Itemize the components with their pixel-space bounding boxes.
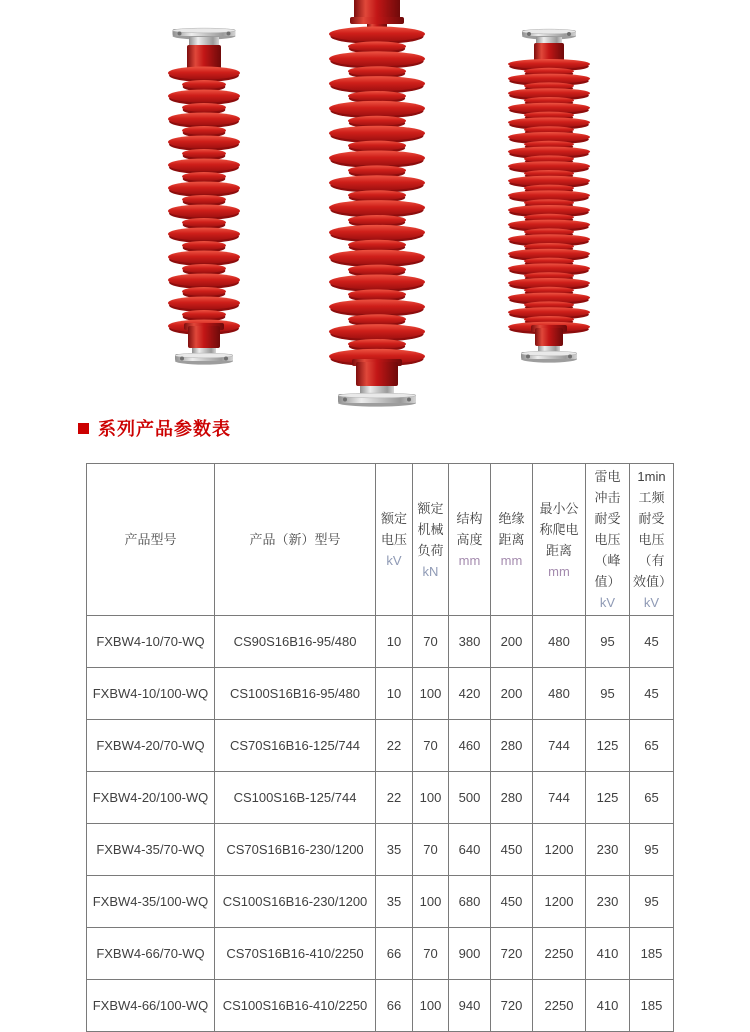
table-cell: CS90S16B16-95/480: [215, 616, 376, 668]
table-cell: 450: [491, 876, 533, 928]
table-cell: 185: [630, 928, 674, 980]
column-unit: kN: [422, 563, 439, 579]
table-cell: 230: [586, 824, 630, 876]
table-row: [87, 668, 674, 720]
table-cell: 460: [449, 720, 491, 772]
column-unit: mm: [500, 553, 523, 568]
product-photos-insulators: [0, 0, 750, 412]
table-cell: FXBW4-20/70-WQ: [87, 720, 215, 772]
table-row: [87, 824, 674, 876]
table-cell: 95: [630, 876, 674, 928]
table-cell: FXBW4-35/70-WQ: [87, 824, 215, 876]
table-cell: 66: [376, 928, 413, 980]
red-square-bullet-icon: [78, 423, 89, 434]
table-cell: CS100S16B16-410/2250: [215, 980, 376, 1032]
insulator-photo-left: [168, 28, 240, 365]
table-cell: 720: [491, 928, 533, 980]
table-cell: 720: [491, 980, 533, 1032]
table-cell: 100: [413, 876, 449, 928]
table-cell: 125: [586, 720, 630, 772]
section-title-text: 系列产品参数表: [98, 419, 231, 439]
table-cell: CS70S16B16-125/744: [215, 720, 376, 772]
table-cell: 2250: [533, 980, 586, 1032]
table-cell: 95: [630, 824, 674, 876]
table-cell: 1200: [533, 876, 586, 928]
table-cell: 45: [630, 616, 674, 668]
table-cell: 500: [449, 772, 491, 824]
table-cell: 45: [630, 668, 674, 720]
spec-table-header: [87, 464, 674, 616]
column-unit: mm: [458, 553, 481, 568]
table-cell: 35: [376, 876, 413, 928]
table-cell: FXBW4-35/100-WQ: [87, 876, 215, 928]
table-cell: FXBW4-66/100-WQ: [87, 980, 215, 1032]
table-row: [87, 720, 674, 772]
insulator-photo-middle: [329, 0, 425, 407]
table-cell: FXBW4-66/70-WQ: [87, 928, 215, 980]
column-header: 绝缘距离mm: [491, 464, 533, 616]
table-cell: 410: [586, 980, 630, 1032]
table-cell: 230: [586, 876, 630, 928]
table-cell: 640: [449, 824, 491, 876]
spec-table: [86, 463, 674, 1032]
table-cell: 22: [376, 772, 413, 824]
table-cell: 65: [630, 772, 674, 824]
table-cell: 410: [586, 928, 630, 980]
table-row: [87, 772, 674, 824]
column-header: 雷电冲击耐受电压（峰值）kV: [586, 464, 630, 616]
table-cell: 744: [533, 772, 586, 824]
column-header: 结构高度mm: [449, 464, 491, 616]
table-cell: 480: [533, 616, 586, 668]
table-row: [87, 928, 674, 980]
table-cell: 66: [376, 980, 413, 1032]
table-cell: 65: [630, 720, 674, 772]
column-unit: kV: [643, 595, 660, 610]
column-header: 1min工频耐受电压（有效值）kV: [630, 464, 674, 616]
table-cell: 70: [413, 928, 449, 980]
table-cell: 450: [491, 824, 533, 876]
table-cell: 70: [413, 616, 449, 668]
table-row: [87, 876, 674, 928]
section-heading: [78, 415, 231, 441]
table-cell: 744: [533, 720, 586, 772]
table-cell: 940: [449, 980, 491, 1032]
table-cell: CS70S16B16-230/1200: [215, 824, 376, 876]
insulator-photo-right: [508, 29, 590, 363]
table-cell: 22: [376, 720, 413, 772]
table-row: [87, 616, 674, 668]
table-cell: FXBW4-10/70-WQ: [87, 616, 215, 668]
table-cell: 10: [376, 616, 413, 668]
table-cell: CS70S16B16-410/2250: [215, 928, 376, 980]
table-cell: 1200: [533, 824, 586, 876]
column-unit: mm: [548, 563, 570, 579]
spec-table-container: [86, 463, 674, 1032]
column-header: 最小公称爬电距离mm: [533, 464, 586, 616]
table-cell: 900: [449, 928, 491, 980]
table-cell: 70: [413, 824, 449, 876]
table-cell: 100: [413, 772, 449, 824]
column-unit: kV: [386, 553, 402, 568]
table-cell: 280: [491, 720, 533, 772]
table-cell: CS100S16B16-95/480: [215, 668, 376, 720]
column-header: 产品（新）型号: [215, 464, 376, 616]
table-cell: 420: [449, 668, 491, 720]
table-cell: CS100S16B-125/744: [215, 772, 376, 824]
column-header: 额定电压kV: [376, 464, 413, 616]
table-cell: FXBW4-20/100-WQ: [87, 772, 215, 824]
column-header: 产品型号: [87, 464, 215, 616]
column-header: 额定机械负荷kN: [413, 464, 449, 616]
table-cell: 2250: [533, 928, 586, 980]
column-unit: kV: [599, 595, 616, 610]
table-cell: CS100S16B16-230/1200: [215, 876, 376, 928]
table-cell: 35: [376, 824, 413, 876]
table-cell: 185: [630, 980, 674, 1032]
table-cell: 95: [586, 668, 630, 720]
table-cell: 200: [491, 616, 533, 668]
table-cell: 380: [449, 616, 491, 668]
table-cell: 125: [586, 772, 630, 824]
table-cell: 10: [376, 668, 413, 720]
table-cell: 480: [533, 668, 586, 720]
table-cell: 95: [586, 616, 630, 668]
table-cell: 680: [449, 876, 491, 928]
table-cell: 280: [491, 772, 533, 824]
table-row: [87, 980, 674, 1032]
table-cell: FXBW4-10/100-WQ: [87, 668, 215, 720]
table-cell: 70: [413, 720, 449, 772]
table-cell: 100: [413, 668, 449, 720]
table-cell: 100: [413, 980, 449, 1032]
table-cell: 200: [491, 668, 533, 720]
